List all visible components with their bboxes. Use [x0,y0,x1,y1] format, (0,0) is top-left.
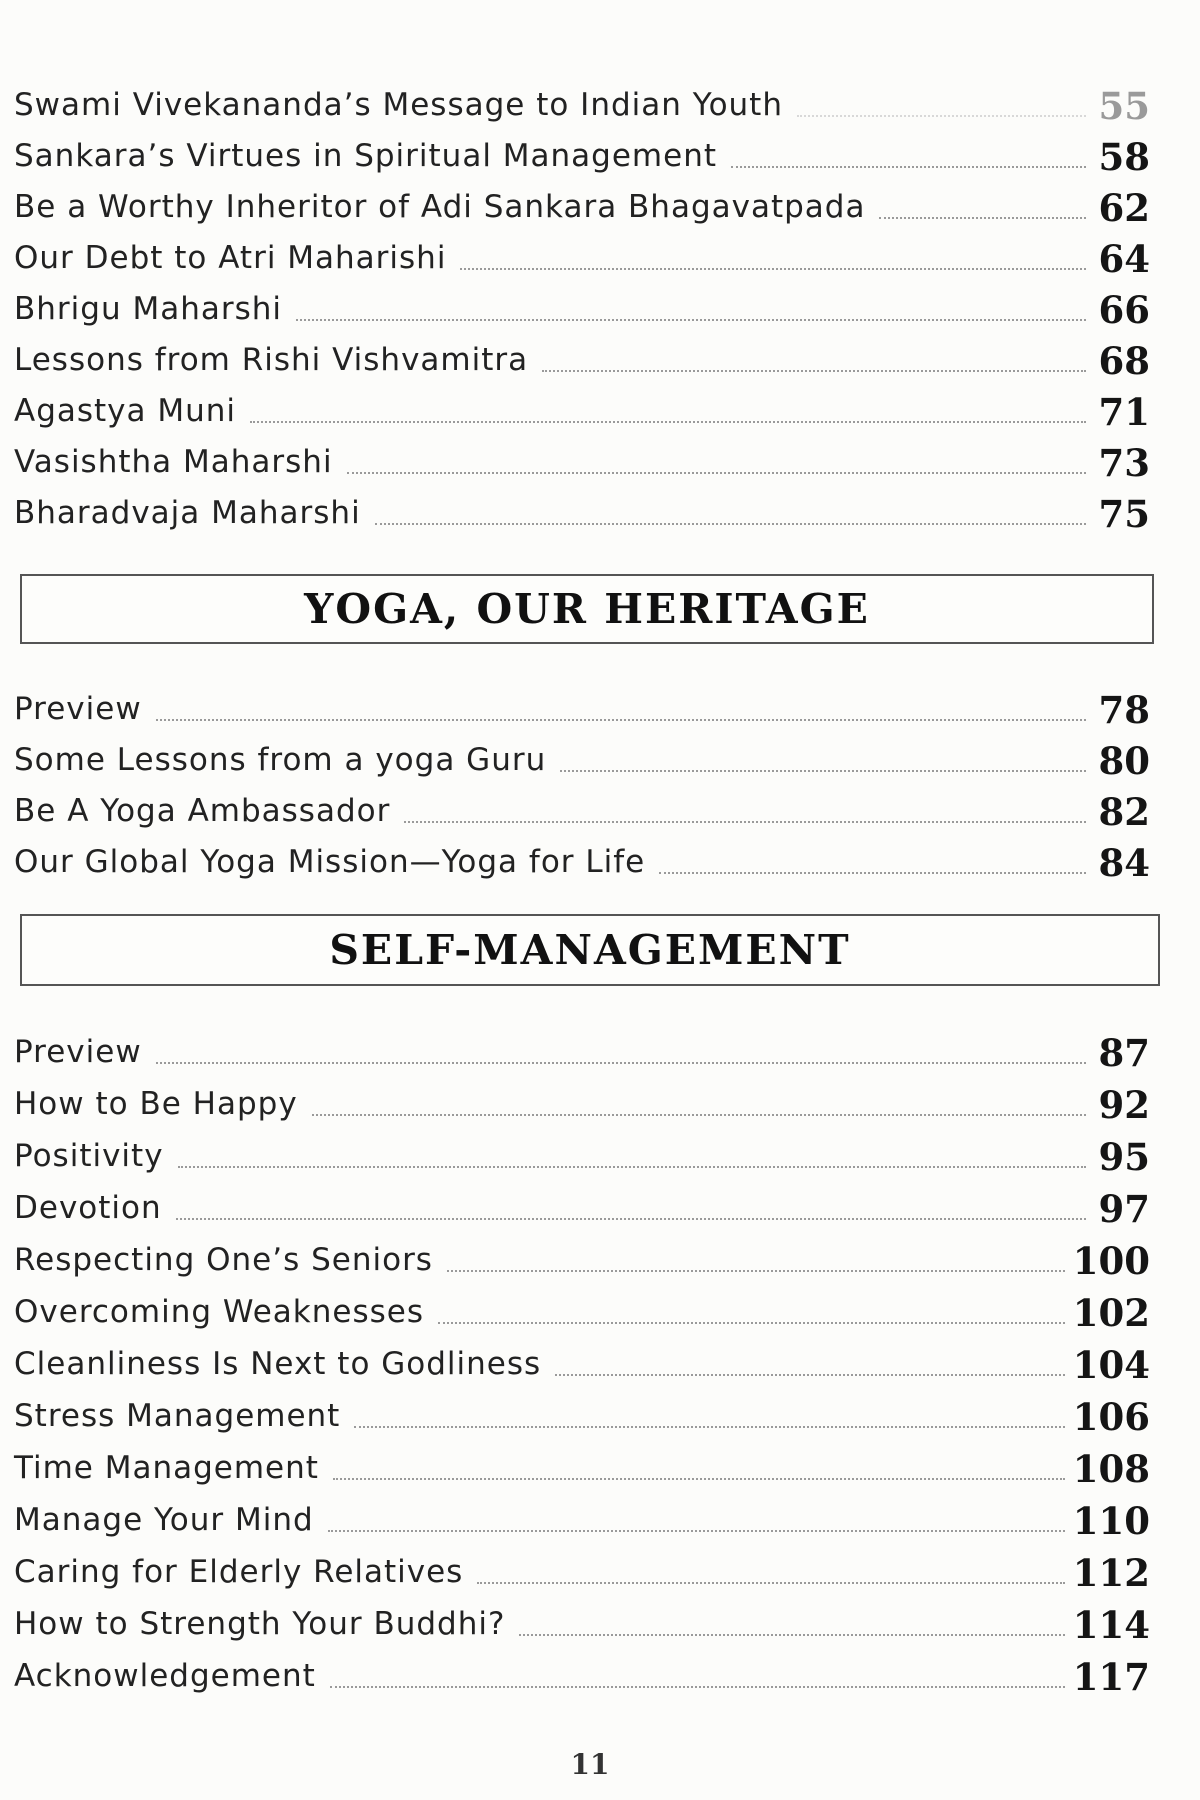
toc-entry-title: Swami Vivekananda’s Message to Indian Youth [14,87,783,123]
page-number: 11 [570,1748,610,1781]
toc-entry-title: Stress Management [14,1398,341,1434]
toc-entry[interactable] [14,1280,1150,1335]
toc-group-continued [14,74,1150,536]
toc-entry[interactable] [14,831,1150,885]
section-heading: YOGA, OUR HERITAGE [304,585,870,633]
toc-entry-title: Bharadvaja Maharshi [14,495,361,531]
toc-entry-page: 80 [1098,739,1150,783]
toc-entry[interactable] [14,1228,1150,1283]
toc-entry[interactable] [14,1124,1150,1179]
toc-entry-title: How to Be Happy [14,1086,298,1122]
toc-entry[interactable] [14,1332,1150,1387]
toc-entry-page: 102 [1072,1291,1150,1335]
toc-entry[interactable] [14,678,1150,732]
toc-entry-page: 71 [1098,390,1150,434]
toc-group-yoga [14,678,1150,885]
toc-entry-page: 82 [1098,790,1150,834]
toc-entry-title: Time Management [14,1450,319,1486]
toc-entry[interactable] [14,729,1150,783]
dot-leader [347,472,1086,474]
dot-leader [333,1478,1065,1480]
toc-entry-title: Acknowledgement [14,1658,316,1694]
toc-entry[interactable] [14,1176,1150,1231]
toc-entry-page: 108 [1072,1447,1150,1491]
toc-group-self-management [14,1020,1150,1699]
toc-entry[interactable] [14,1540,1150,1595]
toc-entry-title: Caring for Elderly Relatives [14,1554,464,1590]
toc-entry[interactable] [14,380,1150,434]
toc-entry-title: Respecting One’s Seniors [14,1242,433,1278]
toc-entry[interactable] [14,1488,1150,1543]
dot-leader [659,872,1086,874]
toc-entry-page: 110 [1072,1499,1150,1543]
toc-entry-title: Cleanliness Is Next to Godliness [14,1346,542,1382]
toc-entry[interactable] [14,1436,1150,1491]
dot-leader [447,1270,1065,1272]
section-heading-box [20,574,1154,644]
toc-entry-page: 104 [1072,1343,1150,1387]
toc-entry-title: Lessons from Rishi Vishvamitra [14,342,529,378]
dot-leader [555,1374,1065,1376]
toc-entry-page: 66 [1098,288,1150,332]
dot-leader [404,821,1086,823]
toc-entry-title: Some Lessons from a yoga Guru [14,742,547,778]
toc-entry-page: 106 [1072,1395,1150,1439]
toc-entry-title: Be A Yoga Ambassador [14,793,391,829]
toc-entry-title: Vasishtha Maharshi [14,444,333,480]
dot-leader [560,770,1086,772]
toc-entry[interactable] [14,329,1150,383]
toc-entry-page: 87 [1098,1031,1150,1075]
toc-entry-page: 62 [1098,186,1150,230]
dot-leader [542,370,1086,372]
toc-entry[interactable] [14,176,1150,230]
toc-entry-title: Agastya Muni [14,393,237,429]
toc-entry-page: 64 [1098,237,1150,281]
toc-entry-page: 68 [1098,339,1150,383]
dot-leader [460,268,1086,270]
toc-entry-page: 78 [1098,688,1150,732]
toc-entry-page: 75 [1098,492,1150,536]
dot-leader [330,1686,1065,1688]
dot-leader [477,1582,1064,1584]
dot-leader [250,421,1086,423]
toc-entry-title: Sankara’s Virtues in Spiritual Management [14,138,718,174]
section-heading: SELF-MANAGEMENT [329,926,851,974]
toc-entry-page: 58 [1098,135,1150,179]
dot-leader [519,1634,1064,1636]
toc-entry-title: How to Strength Your Buddhi? [14,1606,506,1642]
dot-leader [438,1322,1065,1324]
toc-entry[interactable] [14,1020,1150,1075]
dot-leader [312,1114,1086,1116]
dot-leader [375,523,1086,525]
toc-entry-title: Bhrigu Maharshi [14,291,282,327]
toc-entry-page: 95 [1098,1135,1150,1179]
toc-entry-page: 100 [1072,1239,1150,1283]
toc-entry[interactable] [14,227,1150,281]
toc-entry[interactable] [14,1072,1150,1127]
dot-leader [296,319,1086,321]
toc-entry[interactable] [14,278,1150,332]
dot-leader [156,1062,1086,1064]
toc-entry-page: 112 [1072,1551,1150,1595]
dot-leader [178,1166,1086,1168]
dot-leader [156,719,1086,721]
toc-entry-title: Overcoming Weaknesses [14,1294,424,1330]
toc-entry[interactable] [14,482,1150,536]
dot-leader [176,1218,1086,1220]
toc-entry-title: Manage Your Mind [14,1502,314,1538]
toc-entry-page: 117 [1072,1655,1150,1699]
toc-entry[interactable] [14,125,1150,179]
toc-entry[interactable] [14,1592,1150,1647]
dot-leader [328,1530,1065,1532]
section-heading-box [20,914,1160,986]
toc-entry-page: 97 [1098,1187,1150,1231]
toc-entry-title: Be a Worthy Inheritor of Adi Sankara Bhagavatpada [14,189,866,225]
dot-leader [731,166,1086,168]
toc-entry-page: 84 [1098,841,1150,885]
toc-entry-page: 55 [1098,84,1150,128]
dot-leader [879,217,1086,219]
toc-entry[interactable] [14,780,1150,834]
toc-entry-title: Our Global Yoga Mission—Yoga for Life [14,844,646,880]
toc-entry-page: 92 [1098,1083,1150,1127]
toc-entry-page: 73 [1098,441,1150,485]
toc-entry-title: Our Debt to Atri Maharishi [14,240,447,276]
dot-leader [797,115,1086,117]
toc-entry-title: Preview [14,1034,142,1070]
toc-entry[interactable] [14,1644,1150,1699]
toc-entry[interactable] [14,431,1150,485]
toc-entry[interactable] [14,74,1150,128]
toc-entry-title: Positivity [14,1138,164,1174]
toc-entry-title: Preview [14,691,142,727]
toc-entry[interactable] [14,1384,1150,1439]
toc-entry-title: Devotion [14,1190,162,1226]
toc-entry-page: 114 [1072,1603,1150,1647]
dot-leader [354,1426,1064,1428]
